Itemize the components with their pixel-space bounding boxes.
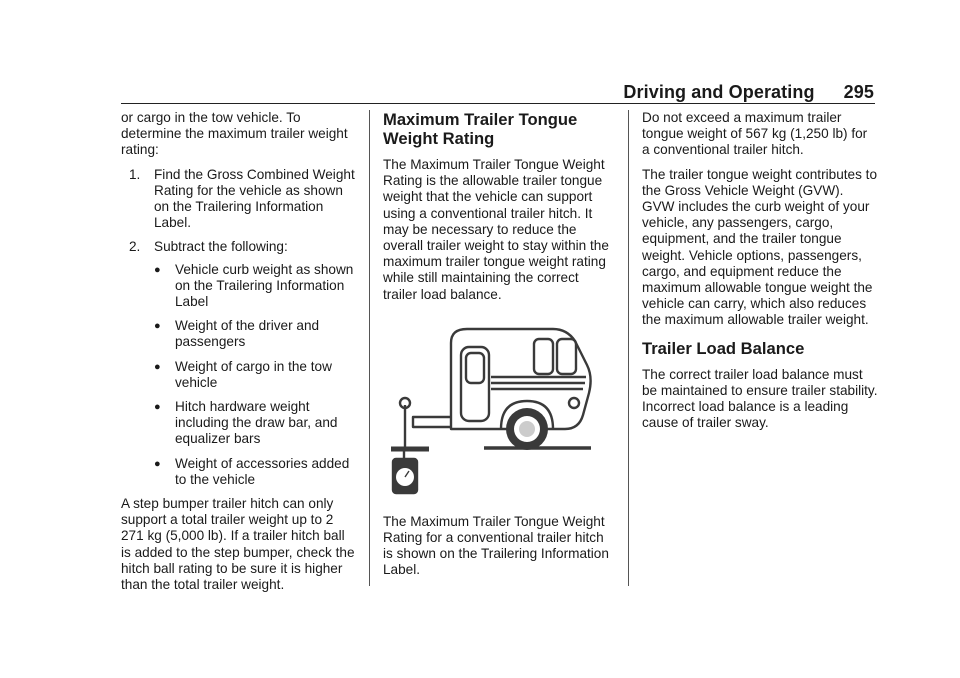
trailer-door-window — [466, 353, 484, 383]
bullet-icon: ● — [154, 401, 161, 414]
bullet-icon: ● — [154, 263, 161, 276]
bullet-icon: ● — [154, 360, 161, 373]
step-text: Find the Gross Combined Weight Rating for the vehicle as shown on the Trailering Information Label. — [154, 166, 355, 231]
trailer-window — [557, 339, 576, 374]
column-divider-right — [628, 110, 629, 586]
tongue-weight-paragraph: The Maximum Trailer Tongue Weight Rating is the allowable trailer tongue weight that the vehicle can support using a conventional trailer hitch. It may be necessary to reduce the overall trailer weight to stay within the maximum trailer tongue weight rating while still maintaining the correct trailer load balance. — [383, 157, 609, 302]
trailer-wheel-hub — [519, 421, 535, 437]
bullet-item — [154, 359, 357, 391]
step-number: 2. — [129, 239, 141, 255]
trailer-scale-illustration — [371, 317, 603, 502]
intro-paragraph: or cargo in the tow vehicle. To determine the maximum trailer weight rating: — [121, 110, 348, 158]
bullet-text: Hitch hardware weight including the draw bar, and equalizer bars — [175, 399, 338, 447]
load-balance-heading: Trailer Load Balance — [642, 338, 805, 358]
bullet-item — [154, 456, 357, 488]
gvw-paragraph: The trailer tongue weight contributes to the Gross Vehicle Weight (GVW). GVW includes the curb weight of your vehicle, any passengers, cargo, equipment, and the trailer tongue weight. Vehicle options, passengers, cargo, and equipment reduce the maximum allowable tongue weight the vehicle can carry, which also reduces the maximum allowable trailer weight. — [642, 166, 878, 328]
tongue-weight-heading: Maximum Trailer Tongue Weight Rating — [383, 110, 578, 148]
bullet-item — [154, 399, 357, 448]
figure-caption: The Maximum Trailer Tongue Weight Rating for a conventional trailer hitch is shown on the Trailering Information Label. — [383, 513, 609, 578]
column-left — [121, 110, 357, 601]
step-text: Subtract the following: — [154, 239, 288, 255]
step-number: 1. — [129, 166, 141, 182]
column-middle — [383, 110, 615, 587]
page-header — [623, 82, 874, 103]
bullet-text: Weight of the driver and passengers — [175, 318, 320, 350]
step-item — [121, 167, 357, 232]
steps-list — [121, 167, 357, 488]
column-divider-left — [369, 110, 370, 586]
trailer-tongue — [413, 417, 451, 427]
bullet-text: Vehicle curb weight as shown on the Trailering Information Label — [175, 261, 354, 310]
bullet-item — [154, 318, 357, 350]
step-item — [121, 239, 357, 488]
bullet-item — [154, 262, 357, 311]
bullet-text: Weight of cargo in the tow vehicle — [175, 358, 332, 390]
trailer-window — [534, 339, 553, 374]
bullet-text: Weight of accessories added to the vehicle — [175, 455, 350, 487]
trailer-light — [569, 398, 579, 408]
page-number: 295 — [843, 82, 874, 102]
subtract-bullet-list — [154, 262, 357, 488]
header-rule — [121, 103, 875, 104]
bullet-icon: ● — [154, 320, 161, 333]
load-balance-paragraph: The correct trailer load balance must be maintained to ensure trailer stability. Incorrect load balance is a leading cause of trailer sway. — [642, 366, 878, 431]
bullet-icon: ● — [154, 457, 161, 470]
column-right — [642, 110, 878, 439]
closing-paragraph: A step bumper trailer hitch can only support a total trailer weight up to 2 271 kg (5,000 lb). If a trailer hitch ball is added to the step bumper, check the hitch ball rating to be sure it is higher than the total trailer weight. — [121, 496, 355, 593]
section-title: Driving and Operating — [623, 82, 815, 102]
tongue-limit-paragraph: Do not exceed a maximum trailer tongue weight of 567 kg (1,250 lb) for a conventional trailer hitch. — [642, 110, 868, 158]
